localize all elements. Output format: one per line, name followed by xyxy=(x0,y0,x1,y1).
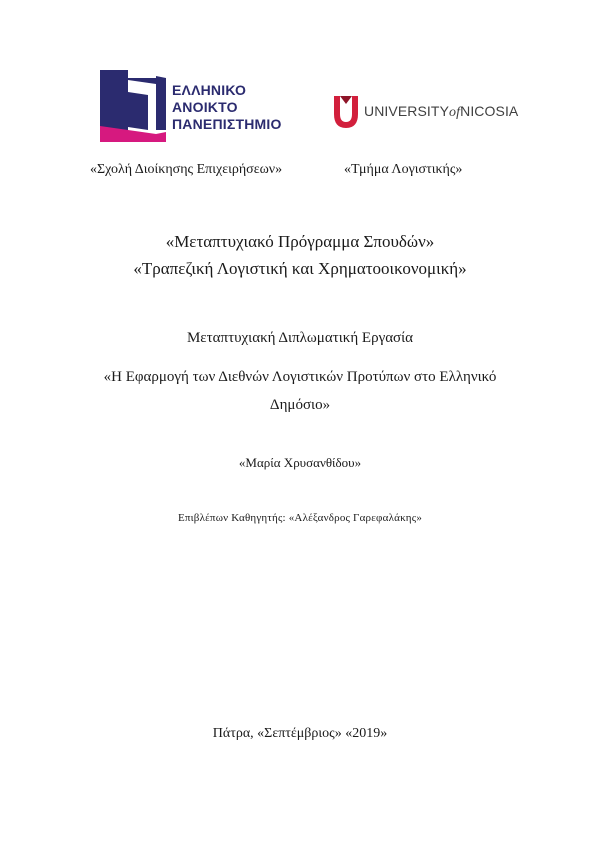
hellenic-open-university-logo xyxy=(98,70,288,142)
author-name: «Μαρία Χρυσανθίδου» xyxy=(238,455,362,470)
unic-wordmark-of: of xyxy=(449,105,461,120)
hou-wordmark-line: ΕΛΛΗΝΙΚΟ xyxy=(172,82,247,98)
unic-wordmark-part: UNIVERSITY xyxy=(364,103,450,119)
hou-wordmark xyxy=(172,82,282,133)
hou-wordmark-line: ΑΝΟΙΚΤΟ xyxy=(172,99,238,115)
school-name: «Σχολή Διοίκησης Επιχειρήσεων» xyxy=(90,162,283,177)
unic-shield-icon xyxy=(332,92,360,132)
hou-emblem-icon xyxy=(98,70,168,142)
department-name: «Τμήμα Λογιστικής» xyxy=(344,162,463,177)
supervisor: Επιβλέπων Καθηγητής: «Αλέξανδρος Γαρεφαλάκης» xyxy=(177,512,423,524)
unic-wordmark xyxy=(364,103,518,121)
thesis-title-line: «Η Εφαρμογή των Διεθνών Λογιστικών Προτύπων στο Ελληνικό xyxy=(103,369,497,385)
place-and-date: Πάτρα, «Σεπτέμβριος» «2019» xyxy=(212,726,388,741)
program-title-line: «Μεταπτυχιακό Πρόγραμμα Σπουδών» xyxy=(165,232,435,251)
university-of-nicosia-logo xyxy=(332,92,519,132)
program-title-line: «Τραπεζική Λογιστική και Χρηματοοικονομική» xyxy=(133,259,467,278)
unic-wordmark-part: NICOSIA xyxy=(460,103,519,119)
hou-wordmark-line: ΠΑΝΕΠΙΣΤΗΜΙΟ xyxy=(172,116,282,132)
thesis-type: Μεταπτυχιακή Διπλωματική Εργασία xyxy=(186,330,414,346)
thesis-title-line: Δημόσιο» xyxy=(269,397,331,413)
